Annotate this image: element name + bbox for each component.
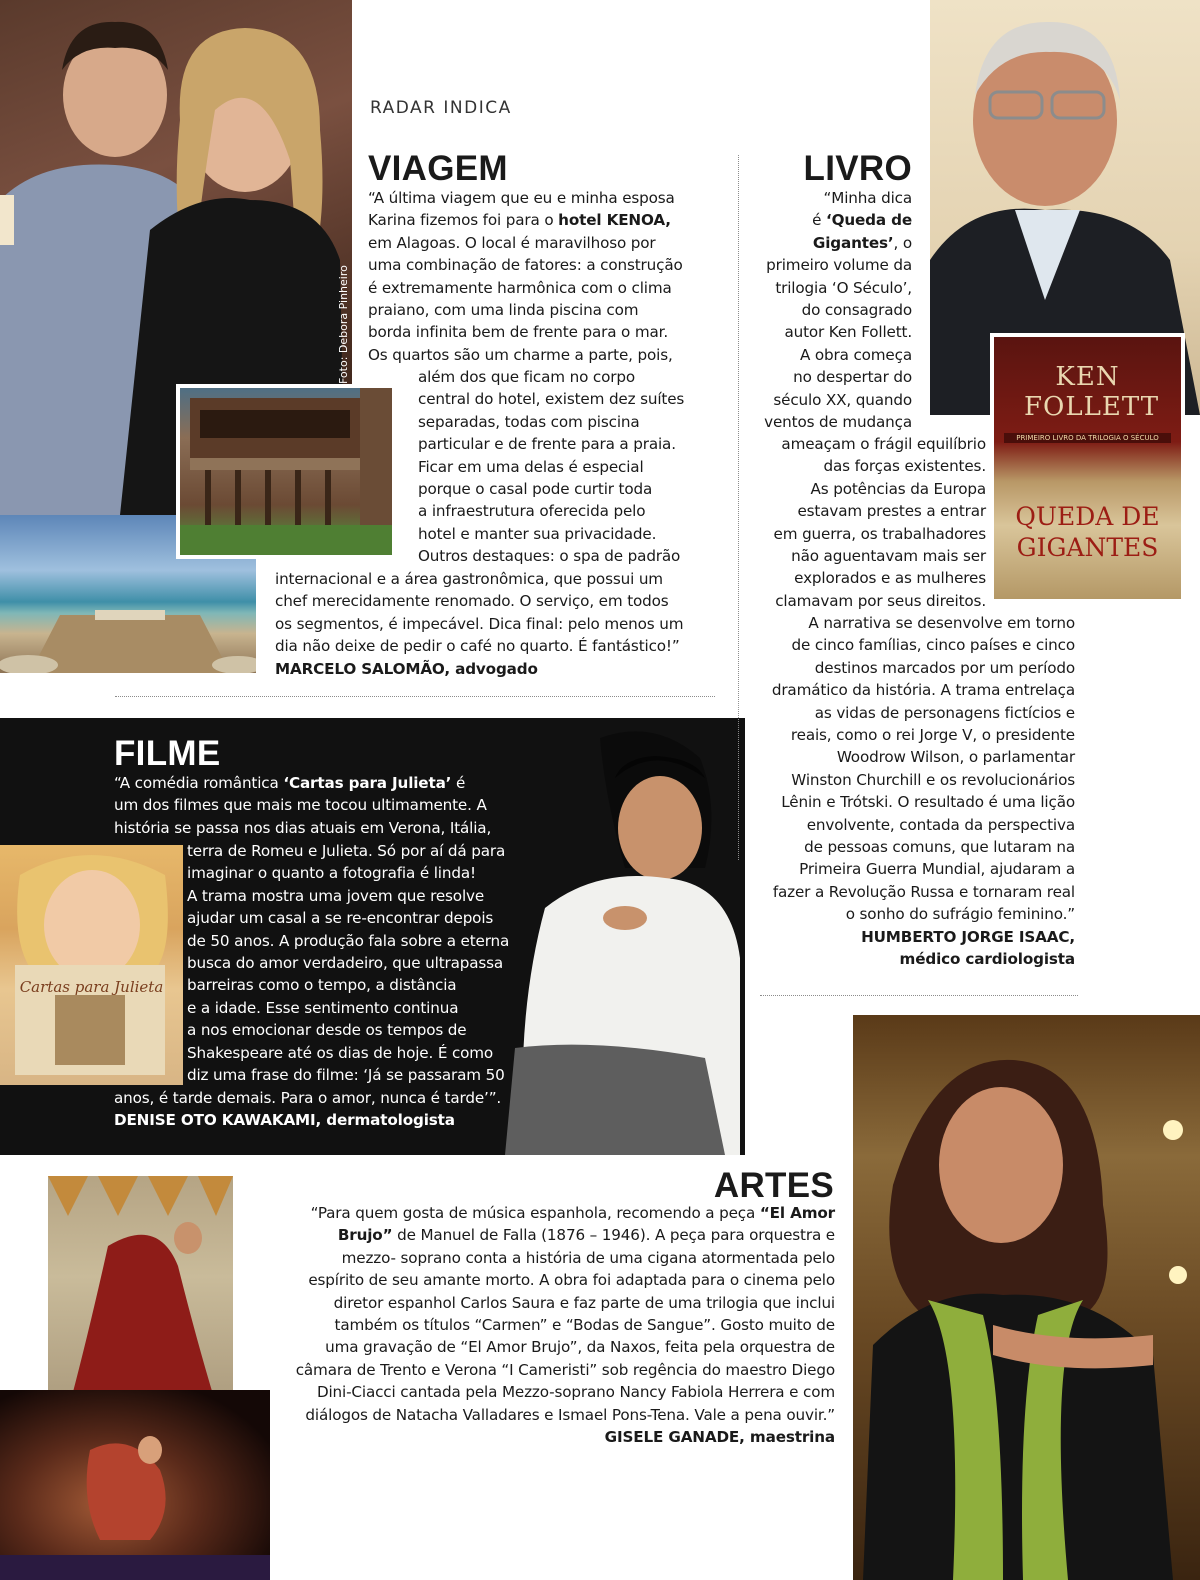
viagem-line: Os quartos são um charme a parte, pois, <box>368 345 673 364</box>
filme-heading: FILME <box>114 734 221 773</box>
work-title-highlight: “El Amor <box>759 1204 835 1222</box>
viagem-signature: MARCELO SALOMÃO, advogado <box>275 659 538 678</box>
section-label: RADAR INDICA <box>370 98 512 118</box>
filme-line: A trama mostra uma jovem que resolve <box>187 886 485 905</box>
filme-line: a nos emocionar desde os tempos de <box>187 1021 467 1040</box>
viagem-line: hotel e manter sua privacidade. <box>418 524 657 543</box>
artes-line: Dini-Ciacci cantada pela Mezzo-soprano Nancy Fabiola Herrera e com <box>316 1383 835 1402</box>
viagem-line: dia não deixe de pedir o café no quarto. É fantástico!” <box>275 637 680 656</box>
column-divider <box>738 155 739 860</box>
filme-text-indented <box>187 840 509 1086</box>
livro-line: o sonho do sufrágio feminino.” <box>845 905 1075 924</box>
livro-heading: LIVRO <box>803 149 912 188</box>
livro-line: trilogia ‘O Século’, <box>775 278 912 297</box>
viagem-line: Ficar em uma delas é especial <box>418 457 644 476</box>
livro-line: Primeira Guerra Mundial, ajudaram a <box>799 860 1075 879</box>
livro-divider <box>760 995 1078 996</box>
filme-line: anos, é tarde demais. Para o amor, nunca é tarde’”. <box>114 1089 502 1107</box>
viagem-text-indented <box>418 366 684 568</box>
livro-line: autor Ken Follett. <box>784 323 912 342</box>
livro-signature-name: HUMBERTO JORGE ISAAC, <box>861 927 1075 946</box>
hotel-name: hotel KENOA, <box>558 211 671 230</box>
livro-line: em guerra, os trabalhadores <box>773 524 986 543</box>
livro-line: dramático da história. A trama entrelaça <box>771 681 1075 700</box>
viagem-line: praiano, com uma linda piscina com <box>368 301 639 320</box>
book-title-highlight: ‘Queda de <box>825 211 912 230</box>
viagem-line: Outros destaques: o spa de padrão <box>418 547 681 566</box>
livro-line: fazer a Revolução Russa e tornaram real <box>772 882 1075 901</box>
livro-line: ameaçam o frágil equilíbrio <box>781 435 986 453</box>
book-cover <box>990 333 1185 603</box>
artes-line: diálogos de Natacha Valladares e Ismael Pons-Tena. Vale a pena ouvir.” <box>305 1405 835 1424</box>
viagem-divider <box>115 696 715 697</box>
hotel-photo <box>176 384 396 559</box>
livro-line: no despertar do <box>793 368 912 387</box>
livro-text-narrow <box>740 187 912 433</box>
viagem-heading: VIAGEM <box>368 149 508 188</box>
filme-line: Shakespeare até os dias de hoje. É como <box>187 1043 494 1062</box>
work-title-highlight: Brujo” <box>337 1226 393 1245</box>
book-author: KEN FOLLETT <box>1024 362 1160 422</box>
viagem-line: chef merecidamente renomado. O serviço, em todos <box>275 592 669 611</box>
livro-line: destinos marcados por um período <box>814 658 1075 677</box>
livro-line: reais, como o rei Jorge V, o presidente <box>790 726 1075 745</box>
viagem-line: porque o casal pode curtir toda <box>418 480 653 499</box>
livro-line: ventos de mudança <box>764 413 912 432</box>
livro-line: envolvente, contada da perspectiva <box>806 815 1075 834</box>
filme-line: “A comédia romântica ‘Cartas para Julieta’ é <box>114 774 466 792</box>
artes-signature: GISELE GANADE, maestrina <box>604 1428 835 1447</box>
livro-line: As potências da Europa <box>810 479 986 498</box>
livro-line: Winston Churchill e os revolucionários <box>791 770 1075 789</box>
livro-text-mid <box>740 433 986 612</box>
artes-line: também os títulos “Carmen” e “Bodas de Sangue”. Gosto muito de <box>334 1316 835 1335</box>
book-title-highlight: Gigantes’ <box>812 233 894 252</box>
movie-title-highlight: ‘Cartas para Julieta’ <box>283 774 452 792</box>
filme-line: diz uma frase do filme: ‘Já se passaram 50 <box>187 1066 505 1085</box>
viagem-line: Karina fizemos foi para o hotel KENOA, <box>368 211 671 230</box>
viagem-line: borda infinita bem de frente para o mar. <box>368 323 669 342</box>
book-banner: PRIMEIRO LIVRO DA TRILOGIA O SÉCULO <box>1004 433 1171 443</box>
viagem-line: os segmentos, é impecável. Dica final: pelo menos um <box>275 614 684 633</box>
artes-line: mezzo- soprano conta a história de uma cigana atormentada pelo <box>341 1248 835 1267</box>
filme-text <box>114 772 491 839</box>
artes-portrait-photo <box>853 1015 1200 1580</box>
poster-title: Cartas para Julieta <box>19 978 164 996</box>
livro-line: Lênin e Trótski. O resultado é uma lição <box>781 793 1075 812</box>
livro-text-wide <box>740 612 1075 971</box>
filme-line: um dos filmes que mais me tocou ultimamente. A <box>114 796 487 815</box>
viagem-text <box>368 187 683 366</box>
viagem-line: uma combinação de fatores: a construção <box>368 256 683 275</box>
filme-line: imaginar o quanto a fotografia é linda! <box>187 864 476 883</box>
livro-line: de pessoas comuns, que lutaram na <box>804 838 1075 857</box>
viagem-line: “A última viagem que eu e minha esposa <box>368 189 675 207</box>
filme-line: de 50 anos. A produção fala sobre a eterna <box>187 931 510 950</box>
artes-line: espírito de seu amante morto. A obra foi adaptada para o cinema pelo <box>308 1271 835 1290</box>
filme-line: barreiras como o tempo, a distância <box>187 976 457 995</box>
artes-line: Brujo” de Manuel de Falla (1876 – 1946). A peça para orquestra e <box>337 1226 835 1245</box>
viagem-line: internacional e a área gastronômica, que possui um <box>275 570 663 588</box>
livro-line: do consagrado <box>801 301 912 320</box>
filme-portrait-photo <box>505 718 745 1155</box>
livro-line: Gigantes’, o <box>812 233 912 252</box>
filme-text-wide <box>114 1087 501 1132</box>
viagem-line: separadas, todas com piscina <box>418 412 640 431</box>
livro-line: explorados e as mulheres <box>794 569 986 588</box>
livro-line: clamavam por seus direitos. <box>775 591 986 610</box>
artes-line: câmara de Trento e Verona “I Cameristi” sob regência do maestro Diego <box>295 1360 835 1379</box>
livro-line: Woodrow Wilson, o parlamentar <box>836 748 1075 767</box>
artes-line: uma gravação de “El Amor Brujo”, da Naxos, feita pela orquestra de <box>325 1338 835 1357</box>
artes-heading: ARTES <box>713 1166 834 1205</box>
filme-line: busca do amor verdadeiro, que ultrapassa <box>187 954 504 973</box>
filme-line: e a idade. Esse sentimento continua <box>187 998 459 1017</box>
filme-line: história se passa nos dias atuais em Verona, Itália, <box>114 818 492 837</box>
livro-line: A narrativa se desenvolve em torno <box>808 614 1075 632</box>
filme-signature: DENISE OTO KAWAKAMI, dermatologista <box>114 1111 455 1130</box>
viagem-line: central do hotel, existem dez suítes <box>418 390 685 409</box>
livro-line: de cinco famílias, cinco países e cinco <box>791 636 1075 655</box>
livro-line: século XX, quando <box>773 390 912 409</box>
livro-signature-role: médico cardiologista <box>899 950 1075 969</box>
photo-credit: Foto: Debora Pinheiro <box>337 265 350 384</box>
livro-line: estavam prestes a entrar <box>797 502 986 521</box>
livro-line: primeiro volume da <box>766 256 912 275</box>
viagem-line: em Alagoas. O local é maravilhoso por <box>368 233 656 252</box>
livro-line: “Minha dica <box>823 189 912 207</box>
livro-line: é ‘Queda de <box>812 211 912 230</box>
stage-photo <box>0 1390 270 1580</box>
book-title-line2: GIGANTES <box>1016 533 1159 562</box>
filme-line: terra de Romeu e Julieta. Só por aí dá para <box>187 842 506 860</box>
viagem-line: além dos que ficam no corpo <box>418 368 635 386</box>
artes-text <box>255 1202 835 1448</box>
viagem-line: a infraestrutura oferecida pelo <box>418 502 646 521</box>
viagem-line: é extremamente harmônica com o clima <box>368 278 672 297</box>
livro-line: as vidas de personagens fictícios e <box>814 703 1075 722</box>
livro-line: não aguentavam mais ser <box>791 547 986 566</box>
livro-line: A obra começa <box>799 345 912 364</box>
artes-line: diretor espanhol Carlos Saura e faz parte de uma trilogia que inclui <box>333 1293 835 1312</box>
book-title-line1: QUEDA DE <box>1015 502 1160 531</box>
filme-line: ajudar um casal a se re-encontrar depois <box>187 909 494 928</box>
livro-line: das forças existentes. <box>823 457 986 476</box>
artes-line: “Para quem gosta de música espanhola, recomendo a peça “El Amor <box>310 1204 835 1222</box>
movie-poster <box>0 845 183 1085</box>
viagem-line: particular e de frente para a praia. <box>418 435 676 454</box>
viagem-text-wide <box>275 568 683 680</box>
